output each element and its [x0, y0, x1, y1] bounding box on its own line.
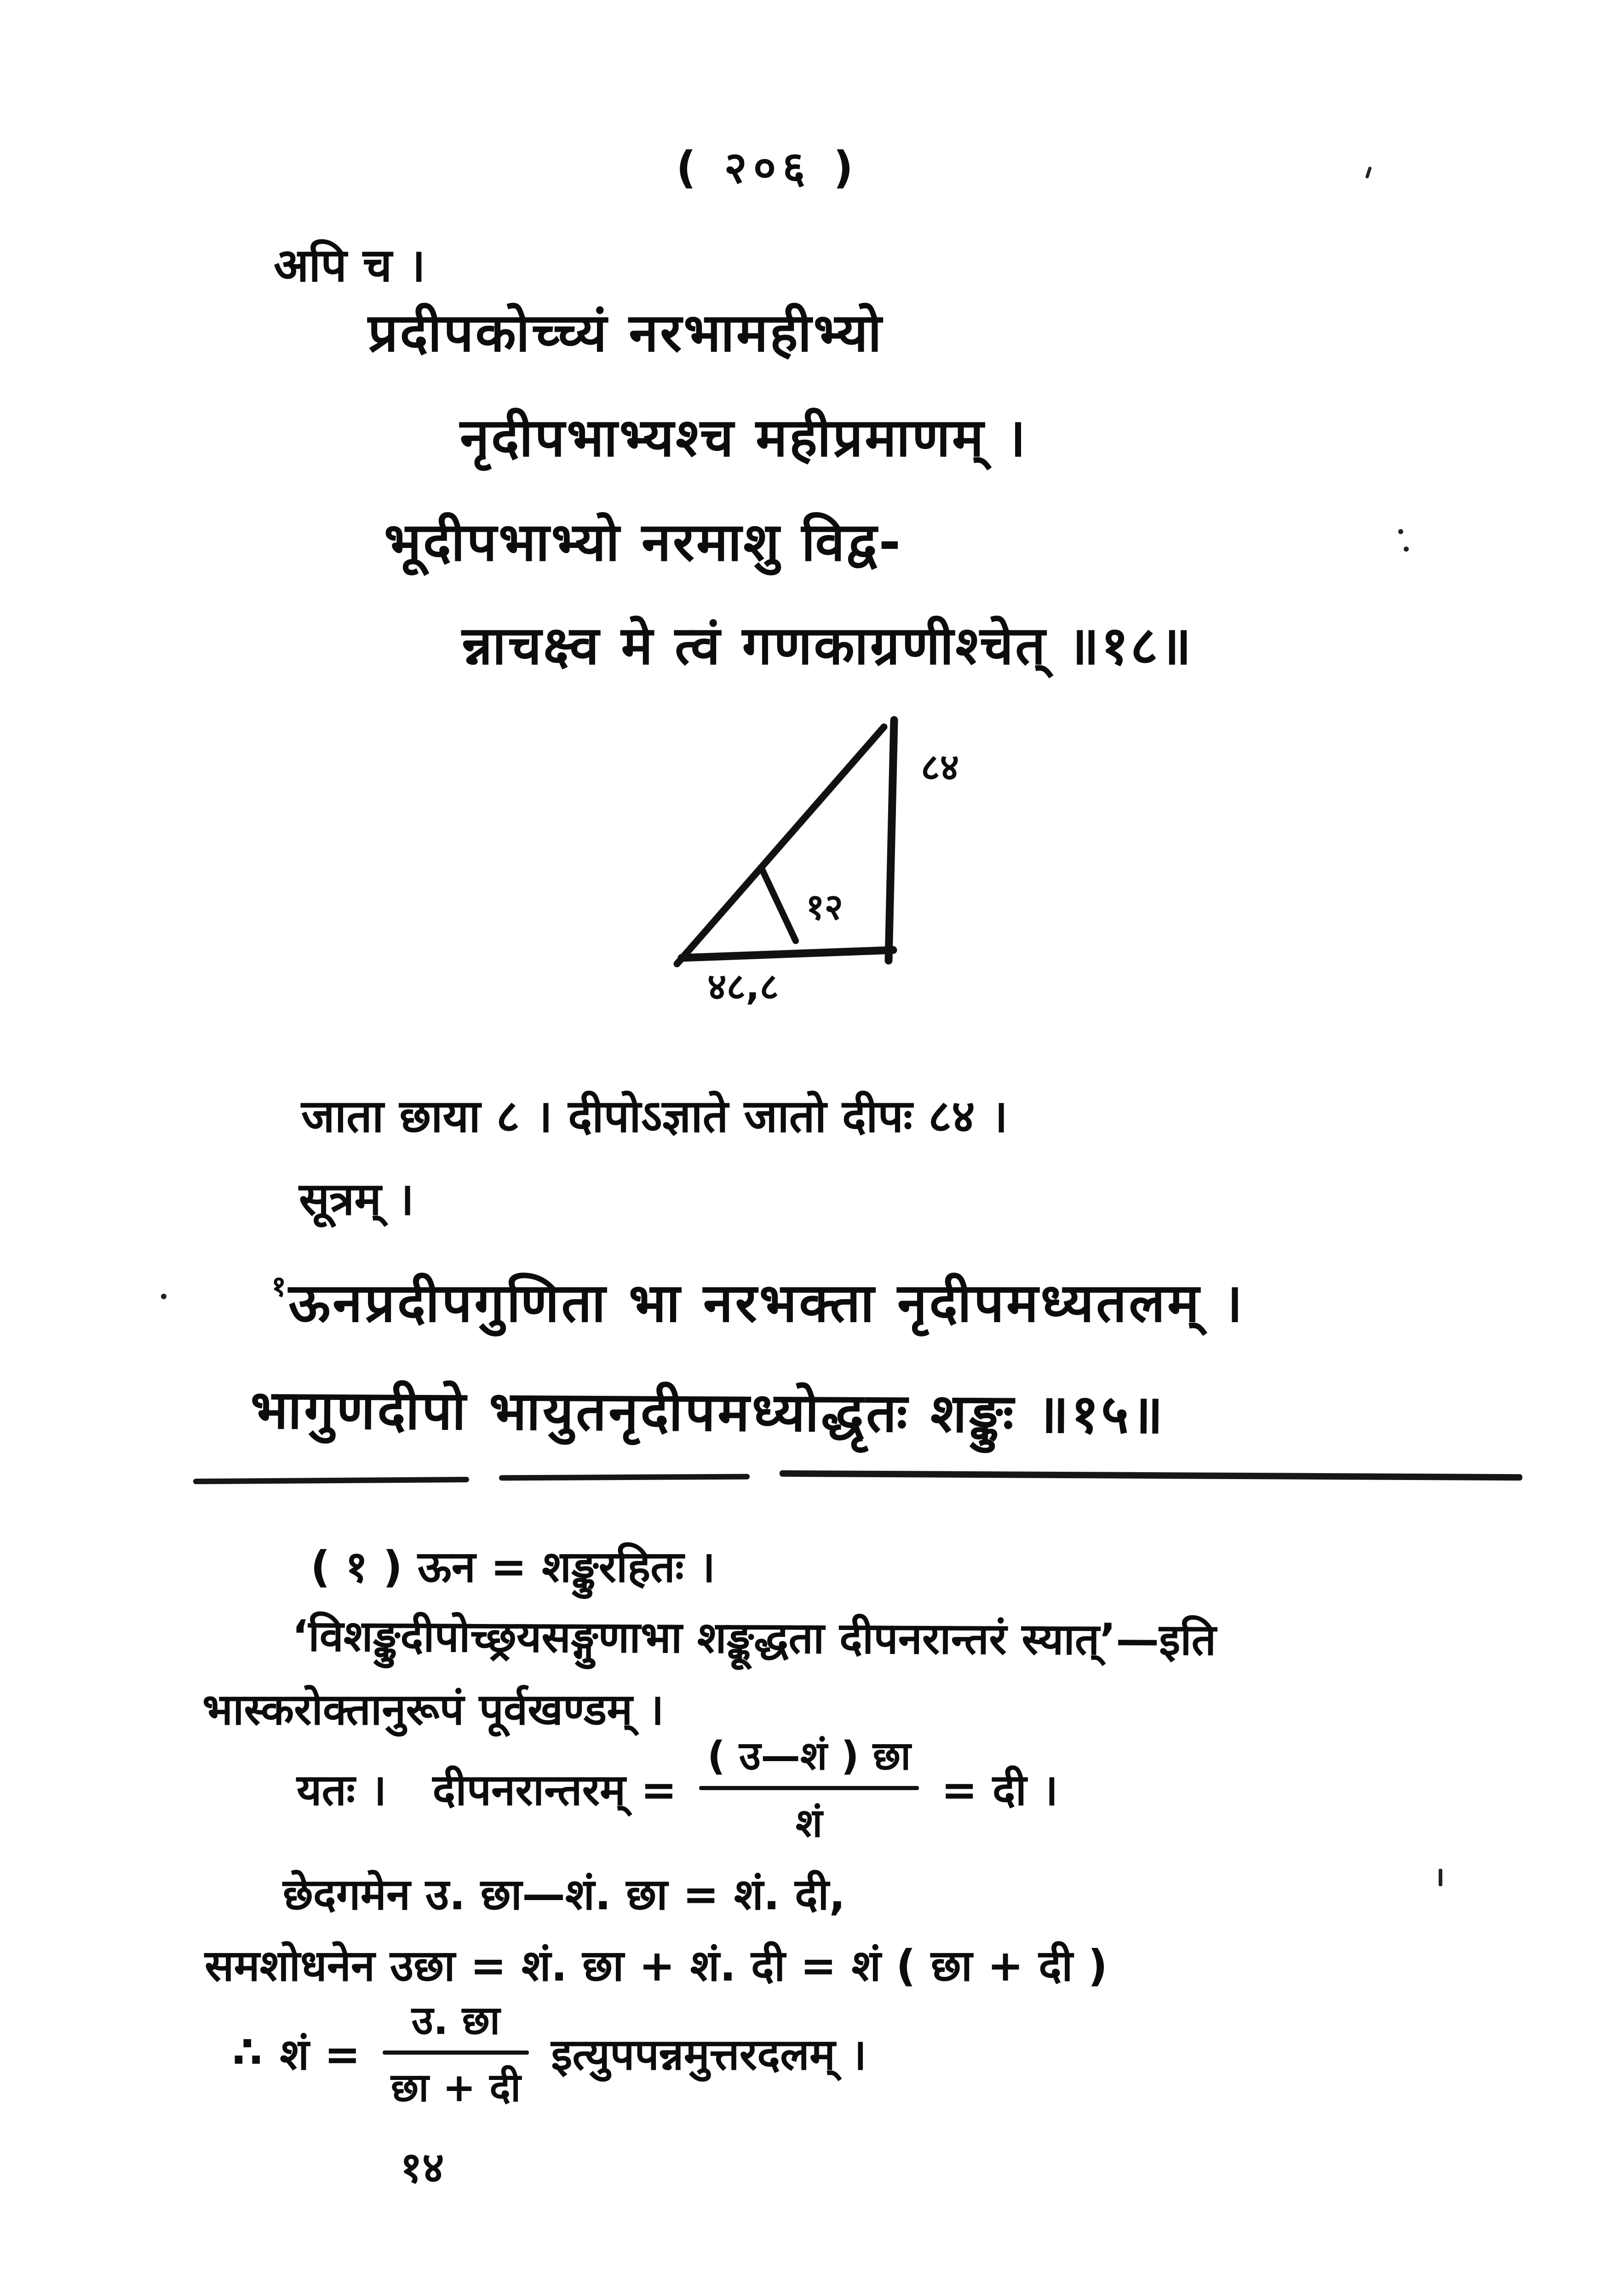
base-line: [682, 950, 893, 958]
ink-speck: [161, 1294, 166, 1299]
verse18-line4: न्नाचक्ष्व मे त्वं गणकाग्रणीश्चेत् ॥१८॥: [462, 615, 1194, 677]
footnote-equation-2: छेदगमेन उ. छा—शं. छा = शं. दी,: [283, 1870, 846, 1920]
therefore-symbol: ∴: [232, 2028, 263, 2078]
lamp-height-label: ८४: [921, 746, 959, 789]
eq1-numerator: ( उ—शं ) छा: [707, 1733, 911, 1779]
fraction-bar: [699, 1786, 919, 1790]
eq4-suffix: इत्युपपन्नमुत्तरदलम् ।: [551, 2029, 867, 2080]
ink-speck: [1365, 167, 1372, 179]
verse18-line1: प्रदीपकोच्च्यं नरभामहीभ्यो: [368, 302, 884, 364]
verse15-line1-text: ऊनप्रदीपगुणिता भा नरभक्ता नृदीपमध्यतलम् ।: [288, 1272, 1245, 1334]
base-label: ४८,८: [707, 965, 779, 1008]
eq4-numerator: उ. छा: [411, 1998, 500, 2044]
verse18-line3: भूदीपभाभ्यो नरमाशु विद्व-: [384, 512, 903, 573]
ink-speck: [1398, 529, 1403, 534]
eq4-lhs: शं =: [280, 2029, 361, 2080]
verse15-line2: भागुणदीपो भायुतनृदीपमध्योद्धृतः शङ्कुः ॥१५॥: [250, 1378, 1166, 1446]
footnote-ref-mark: १: [271, 1269, 289, 1303]
triangle-diagram: [658, 704, 998, 1017]
ink-speck: [1439, 1869, 1442, 1886]
eq1-denominator: शं: [795, 1800, 823, 1846]
gnomon-line: [763, 870, 796, 941]
footnote-quote-line2: भास्करोक्तानुरूपं पूर्वखण्डम् ।: [202, 1685, 664, 1735]
footnote-rule-segment: [780, 1470, 1522, 1480]
hypotenuse-line: [677, 727, 884, 964]
eq4-fraction: [383, 1992, 529, 2113]
ink-speck: [1404, 547, 1409, 552]
eq1-fraction: [699, 1728, 919, 1849]
lamp-post-line: [889, 720, 894, 961]
fraction-bar: [383, 2051, 529, 2055]
signature-mark: १४: [400, 2143, 444, 2192]
verse18-line2: नृदीपभाभ्यश्च महीप्रमाणम् ।: [460, 407, 1028, 469]
sutra-heading: सूत्रम् ।: [299, 1173, 414, 1226]
footnote-definition: ( १ ) ऊन = शङ्कुरहितः ।: [310, 1542, 716, 1592]
verse15-line1: [271, 1264, 1245, 1337]
gnomon-label: १२: [806, 887, 844, 928]
eq1-rhs: = दी ।: [941, 1765, 1058, 1815]
result-line: जाता छाया ८ । दीपोऽज्ञाते जातो दीपः ८४ ।: [301, 1090, 1008, 1143]
eq4-denominator: छा + दी: [390, 2065, 521, 2111]
footnote-rule-segment: [499, 1474, 750, 1481]
eq1-lhs: दीपनरान्तरम् =: [432, 1765, 677, 1815]
footnote-equation-4: [232, 1992, 867, 2113]
footnote-equation-3: समशोधनेन उछा = शं. छा + शं. दी = शं ( छा + दी ): [205, 1941, 1108, 1991]
footnote-rule-segment: [193, 1477, 469, 1484]
intro-phrase: अपि च ।: [274, 238, 426, 292]
footnote-quote-line1: ‘विशङ्कुदीपोच्छ्रयसङ्गुणाभा शङ्कूद्धता दीपनरान्तरं स्यात्’—इति: [292, 1611, 1217, 1665]
eq1-prefix: यतः ।: [297, 1765, 387, 1815]
page-number: ( २०६ ): [676, 143, 860, 193]
footnote-equation-1: [297, 1728, 1058, 1849]
